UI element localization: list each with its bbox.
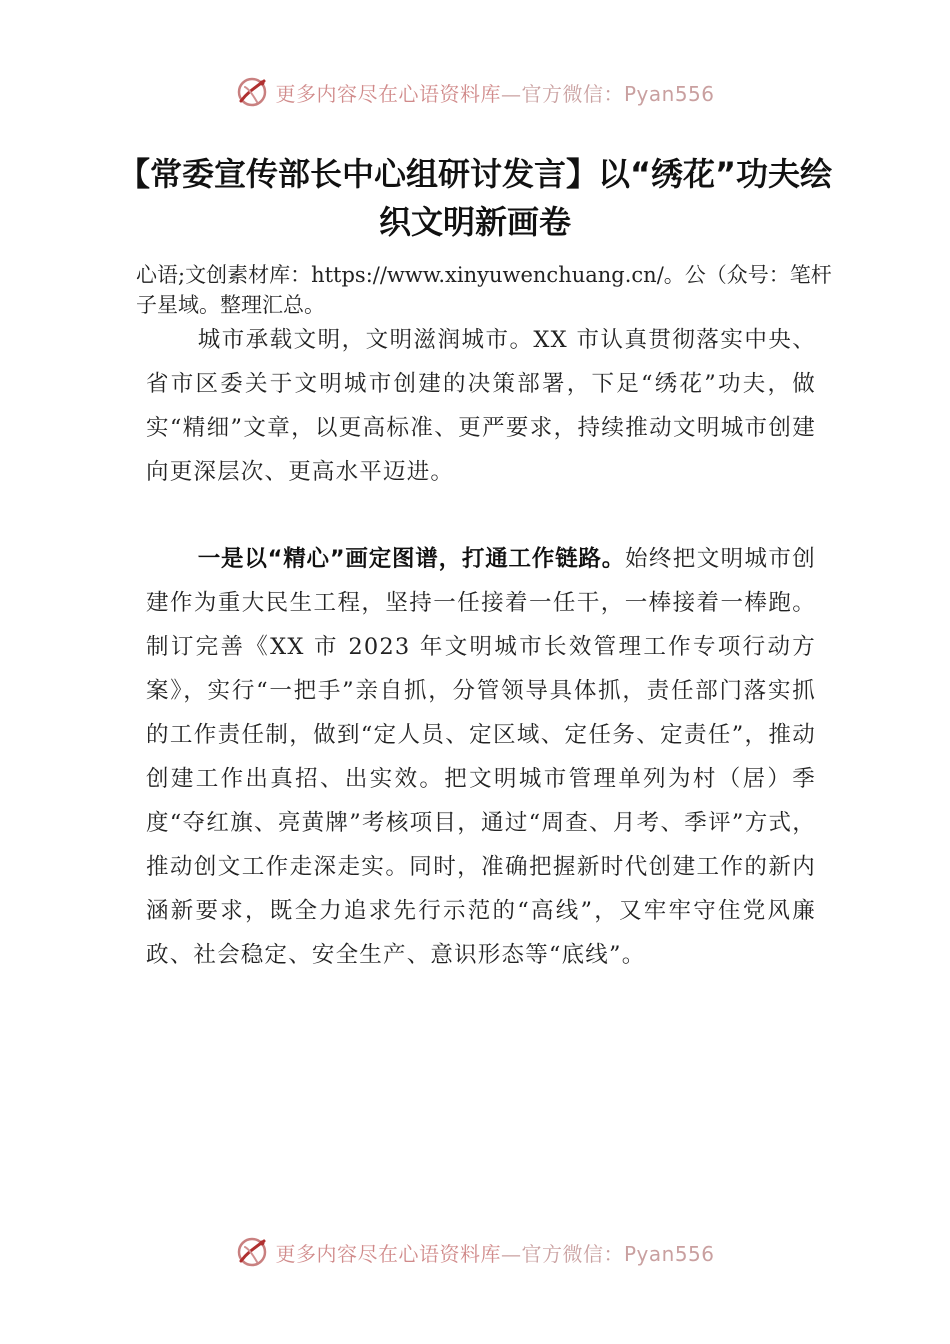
footer-banner-separator: — [500,1241,522,1266]
footer-banner-brand: 更多内容尽在心语资料库 [275,1241,501,1266]
footer-banner-official-label: 官方微信： [521,1241,624,1266]
document-title: 【常委宣传部长中心组研讨发言】以“绣花”功夫绘织文明新画卷 [117,155,833,241]
banner-official-label: 官方微信： [521,81,624,106]
section-one-body: 始终把文明城市创建作为重大民生工程，坚持一任接着一任干，一棒接着一棒跑。制订完善《XX 市 2023 年文明城市长效管理工作专项行动方案》，实行“一把手”亲自抓，分管领导具体抓，责任部门落实抓的工作责任制，做到“定人员、定区域、定任务、定责任”，推动创建工作出真招、出实效。把文明城市管理单列为村（居）季度“夺红旗、亮黄牌”考核项目，通过“周查、月考、季评”方式， 推动创文工作走深走实。同时，准确把握新时代创建工作的新内涵新要求，既全力追求先行示范的“高线”，又牢牢守住党风廉政、社会稳定、安全生产、意识形态等“底线”。 [146,546,816,968]
brush-seal-logo-icon [235,75,269,109]
banner-wechat-id: Pyan556 [623,81,715,106]
brush-seal-logo-icon [235,1235,269,1269]
header-banner-text [275,78,714,107]
banner-brand: 更多内容尽在心语资料库 [275,81,501,106]
intro-paragraph: 城市承载文明，文明滋润城市。XX 市认真贯彻落实中央、省市区委关于文明城市创建的决策部署，下足“绣花”功夫，做实“精细”文章，以更高标准、更严要求，持续推动文明城市创建向更深层次、更高水平迈进。 [146,327,816,485]
section-one-lead: 一是以“精心”画定图谱，打通工作链路。 [197,546,625,572]
section-one-paragraph [146,537,816,977]
header-banner [0,72,950,112]
header-banner-content [235,75,714,109]
footer-banner-content [235,1235,714,1269]
footer-banner-text [275,1238,714,1267]
footer-banner-wechat-id: Pyan556 [623,1241,715,1266]
source-note: 心语;文创素材库：https://www.xinyuwenchuang.cn/。公（众号：笔杆子星域。整理汇总。 [136,263,832,317]
footer-banner [0,1232,950,1272]
banner-separator: — [500,81,522,106]
